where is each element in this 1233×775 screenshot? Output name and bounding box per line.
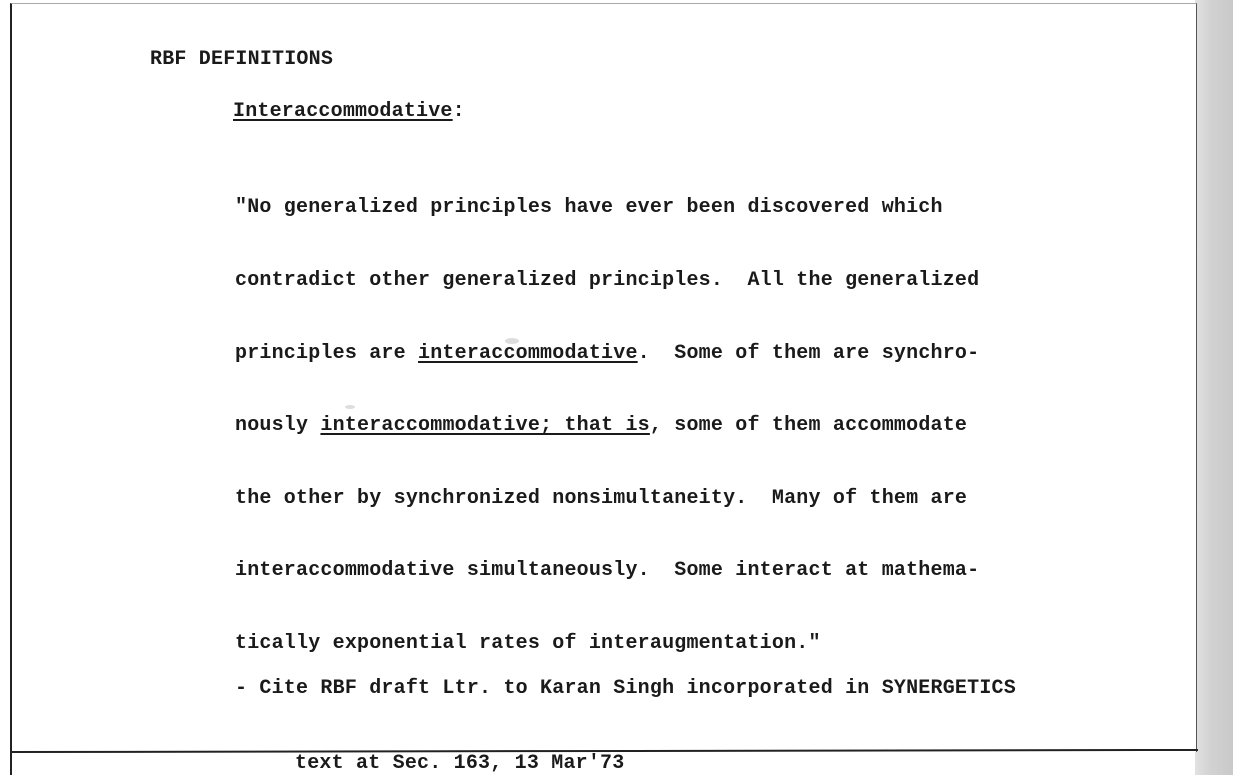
definition-quote	[235, 148, 979, 705]
quote-line	[235, 342, 979, 366]
scanner-edge-shadow	[1195, 0, 1233, 775]
quote-line: interaccommodative simultaneously. Some interact at mathema-	[235, 559, 980, 583]
definition-term-colon: :	[452, 100, 465, 123]
definition-term-word: Interaccommodative	[233, 100, 453, 123]
underlined-term: interaccommodative	[418, 341, 638, 365]
quote-line: "No generalized principles have ever been discovered which	[235, 196, 943, 220]
quote-text: . Some of them are synchro-	[637, 341, 980, 365]
quote-line: tically exponential rates of interaugmentation."	[235, 632, 821, 656]
citation-line-2: text at Sec. 163, 13 Mar'73	[295, 752, 625, 775]
underlined-phrase: interaccommodative; that is	[320, 414, 650, 438]
quote-line	[235, 414, 979, 438]
card-left-edge-lower	[10, 752, 12, 775]
quote-line: contradict other generalized principles. All the generalized	[235, 269, 980, 293]
quote-text: nously	[235, 414, 321, 438]
quote-text: , some of them accommodate	[649, 414, 968, 438]
citation-line-1: - Cite RBF draft Ltr. to Karan Singh incorporated in SYNERGETICS	[235, 677, 1016, 700]
page-header: RBF DEFINITIONS	[150, 48, 334, 71]
quote-line: the other by synchronized nonsimultaneity. Many of them are	[235, 486, 968, 510]
quote-text: principles are	[235, 341, 419, 365]
citation	[235, 626, 1016, 775]
definition-term	[233, 100, 465, 123]
